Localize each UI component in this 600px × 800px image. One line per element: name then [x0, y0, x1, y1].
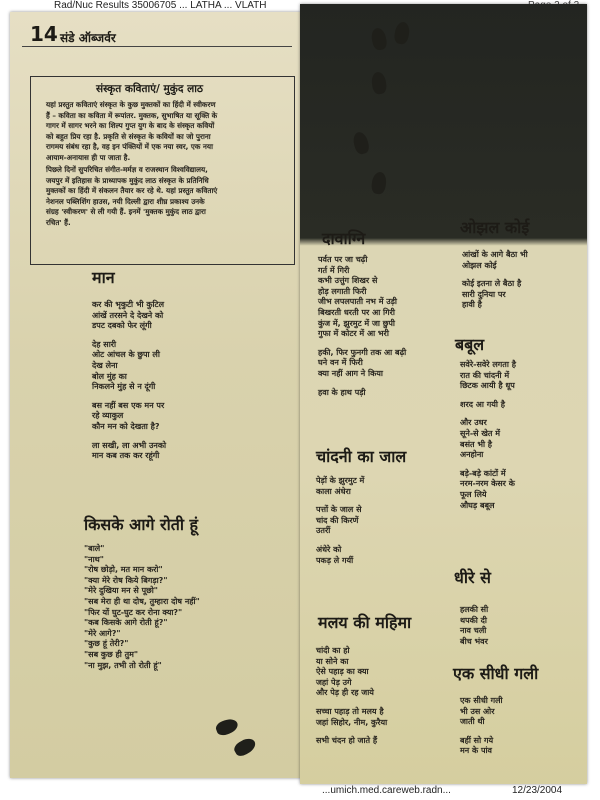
poem-title-malay: मलय की महिमा [318, 613, 412, 632]
poem-babool [460, 360, 516, 511]
poem-line: ओझल कोई [462, 260, 497, 270]
poem-line: कौन मन को देखता है? [92, 421, 160, 431]
poem-line [460, 461, 516, 469]
poem-line: या सोने का [316, 656, 349, 666]
intro-line: रागमय संबंध रहा है, वह इन पंक्तियों में एक नया स्वर, एक नया [46, 142, 213, 151]
poem-line: जहां सिहोर, नीम, कुरैया [316, 717, 388, 727]
poem-line: सूने-से खेत में [460, 428, 501, 438]
poem-line: नाव चली [460, 626, 487, 636]
poem-title-chandni: चांदनी का जाल [316, 447, 407, 466]
intro-line: संग्रह 'स्वीकरण' से ली गयी हैं. इनमें 'मुक्तक मुकुंद लाठ द्वारा [46, 207, 206, 216]
poem-line: ओट आंचल के छुपा ली [92, 350, 160, 360]
poem-line: बड़े-बड़े कांटों में [460, 468, 506, 478]
poem-line: चांदी का हो [316, 646, 350, 655]
poem-line: आंखों के आगे बैठा भी [462, 250, 528, 259]
poem-line: बस नहीं बस एक मन पर [92, 400, 165, 410]
poem-line: ला सखी, ला अभी उनको [92, 440, 167, 450]
poem-line [316, 537, 364, 545]
poem-line: "सब कुछ ही तुम" [84, 649, 139, 659]
poem-line: होड़ लगाती फिरी [318, 286, 367, 296]
poem-line [92, 332, 166, 340]
poem-line: "नाथ" [84, 554, 104, 564]
poem-title-sidhi: एक सीधी गली [453, 664, 539, 683]
poem-line: अनहोना [460, 450, 484, 460]
poem-line: "फिर यों घुट-घुट कर रोना क्या?" [84, 607, 183, 617]
poem-title-davagni: दावाग्नि [322, 229, 366, 248]
poem-line: हावी है [462, 300, 482, 310]
page-number: 14 [30, 22, 58, 46]
article-title: संस्कृत कविताएं/ मुकुंद लाठ [96, 83, 204, 95]
poem-line: बिखरती धरती पर आ गिरी [318, 307, 395, 317]
poem-line: हकी, फिर फुनगी तक आ बढ़ी [318, 347, 407, 357]
poem-line: पर्वत पर जा चढ़ी [318, 255, 368, 264]
poem-line [318, 380, 406, 388]
poem-line: और पेड़ ही रह जाये [316, 688, 374, 698]
publication-name: संडे ऑब्जर्वर [60, 31, 116, 45]
poem-line [462, 271, 528, 279]
poem-line: फूल लिये [460, 489, 487, 499]
poem-ojhal [462, 250, 528, 311]
poem-malay [316, 646, 387, 747]
poem-line: क्या नहीं आग ने किया [318, 368, 383, 378]
poem-line: औघड़ बबूल [460, 500, 495, 510]
poem-line: पकड़ ले गयीं [316, 555, 354, 565]
poem-line: बहीं सो गये [460, 735, 494, 745]
intro-line: को बहुत प्रिय रहा है. प्रकृति से संस्कृत के कवियों का जो पुराना [46, 131, 211, 141]
poem-line: "ना मुझ, तभी तो रोती हूं" [84, 660, 162, 670]
poem-line: ऐसे पहाड़ का क्या [316, 667, 369, 677]
poem-line: कोई इतना ले बैठा है [462, 279, 522, 289]
poem-line: देख लेना [92, 360, 118, 370]
poem-title-babool: बबूल [455, 335, 485, 354]
poem-line: हवा के हाथ पड़ी [318, 387, 366, 397]
poem-line: रहे व्याकुल [92, 411, 124, 421]
poem-title-maan: मान [92, 268, 115, 287]
poem-line: गुफा में कोटर में आ भरी [318, 329, 389, 339]
poem-line [316, 728, 387, 736]
poem-title-kiske: किसके आगे रोती हूं [84, 515, 199, 534]
fax-footer-url: ...umich.med.careweb.radn... [322, 785, 451, 796]
poem-line: निकलने मुंह से न दूंगी [92, 382, 156, 392]
poem-line: भी उस ओर [460, 706, 495, 716]
poem-line: पत्तों के जाल से [316, 505, 362, 515]
poem-line [460, 392, 516, 400]
poem-line: उतरीं [316, 526, 331, 536]
poem-line [92, 433, 166, 441]
poem-line: चांद की किरणें [316, 515, 359, 525]
poem-line: "रोष छोड़ो, मत मान करो" [84, 565, 163, 575]
poem-line: "बाले" [84, 544, 105, 553]
poem-line: देह सारी [92, 339, 117, 349]
poem-line: गर्त में गिरी [318, 265, 350, 275]
intro-line: पिछले दिनों सुपरिचित संगीत-मर्मज्ञ व राजस्थान विश्वविद्यालय, [46, 165, 208, 174]
poem-line: शरद आ गयी है [460, 399, 505, 409]
poem-line: एक सीधी गली [460, 696, 503, 705]
poem-davagni [318, 255, 406, 398]
poem-line: जाती थी [460, 717, 485, 727]
poem-line: मान कब तक कर रहूंगी [92, 451, 160, 461]
poem-line: बीच भंवर [460, 636, 488, 646]
intro-line: मुक्तकों का हिंदी में संकलन तैयार कर रहे थे. यहां प्रस्तुत कविताएं [46, 186, 218, 195]
intro-line: हैं – कविता का कविता में रूपांतर. मुक्तक, सुभाषित या सूक्ति के [46, 110, 218, 120]
poem-line: बसंत भी है [460, 439, 493, 449]
poem-line: "सब मेरा ही था दोष, तुम्हारा दोष नहीं" [84, 596, 200, 606]
poem-sidhi [460, 696, 503, 757]
poem-maan [92, 300, 166, 462]
poem-line [316, 699, 387, 707]
poem-line: डपट दबको फेर लूंगी [92, 321, 152, 331]
poem-line: सच्चा पहाड़ तो मलय है [316, 706, 384, 716]
intro-text [46, 100, 217, 228]
poem-line: आंखें तरसने दे देखने को [92, 310, 164, 320]
poem-line: सभी चंदन हो जाते हैं [316, 736, 378, 746]
poem-line: बोल मुंह का [92, 371, 127, 381]
poem-line: सारी दुनिया पर [462, 289, 506, 299]
poem-line: हलकी सी [460, 605, 489, 614]
poem-line: "मेरे दुखिया मन से पूछो" [84, 586, 158, 596]
fax-footer-date: 12/23/2004 [512, 785, 563, 796]
poem-title-ojhal: ओझल कोई [460, 218, 530, 237]
poem-chandni [316, 476, 364, 566]
poem-line: "कुछ हूं तेरी?" [84, 639, 129, 649]
poem-line: "क्या मेरे रोष किये बिगड़ा?" [84, 575, 168, 585]
poem-line: कर की भृकुटी भी कुटिल [92, 300, 165, 309]
poem-line: रात की चांदनी में [460, 370, 510, 380]
poem-line [92, 393, 166, 401]
poem-dheere [460, 605, 488, 647]
poem-kiske [84, 544, 200, 671]
poem-line [460, 728, 503, 736]
poem-line: और उधर [460, 418, 487, 428]
intro-line: यहां प्रस्तुत कविताएं संस्कृत के कुछ मुक्तकों का हिंदी में स्वीकरण [46, 100, 216, 109]
poem-line: "मेरे आगे?" [84, 628, 121, 638]
poem-line: पेड़ों के झुरमुट में [316, 476, 365, 485]
poem-line: जहां पेड़ उगे [316, 677, 352, 687]
intro-line: जयपुर में इतिहास के प्राध्यापक मुकुंद लाठ संस्कृत के प्रतिनिधि [46, 175, 209, 185]
poem-line: सवेरे-सवेरे लगता है [460, 360, 516, 369]
poem-line: कभी उत्तुंग शिखर से [318, 276, 378, 286]
poem-line: "कब किसके आगे रोती हूं?" [84, 618, 168, 628]
fax-header: Rad/Nuc Results 35006705 ... LATHA ... VLATH [54, 0, 267, 11]
poem-line: छिटक आयी है धूप [460, 381, 515, 391]
poem-line: मन के पांव [460, 746, 493, 756]
poem-title-dheere: धीरे से [454, 568, 491, 587]
intro-line: नेशनल पब्लिशिंग हाउस, नयी दिल्ली द्वारा शीघ्र प्रकाश्य उनके [46, 196, 205, 206]
intro-line: गागर में सागर भरने का शिल्प गुप्त युग के बाद के संस्कृत कवियों [46, 121, 215, 130]
poem-line: नरम-नरम केसर के [460, 479, 515, 489]
poem-line: अंधेरे को [316, 544, 342, 554]
poem-line: घने वन में फिरी [318, 358, 363, 368]
poem-line: जीभ लपलपाती नभ में उड़ी [318, 297, 397, 307]
poem-line [318, 340, 406, 348]
intro-line: आयाम-अनायास ही पा जाता है. [46, 152, 131, 162]
poem-line: कुंज में, झुरमुट में जा छुपी [318, 318, 395, 328]
intro-line: रचित' हैं. [46, 217, 71, 227]
poem-line: थपकी दी [460, 615, 487, 625]
poem-line [316, 497, 364, 505]
poem-line: काला अंधेरा [316, 486, 351, 496]
